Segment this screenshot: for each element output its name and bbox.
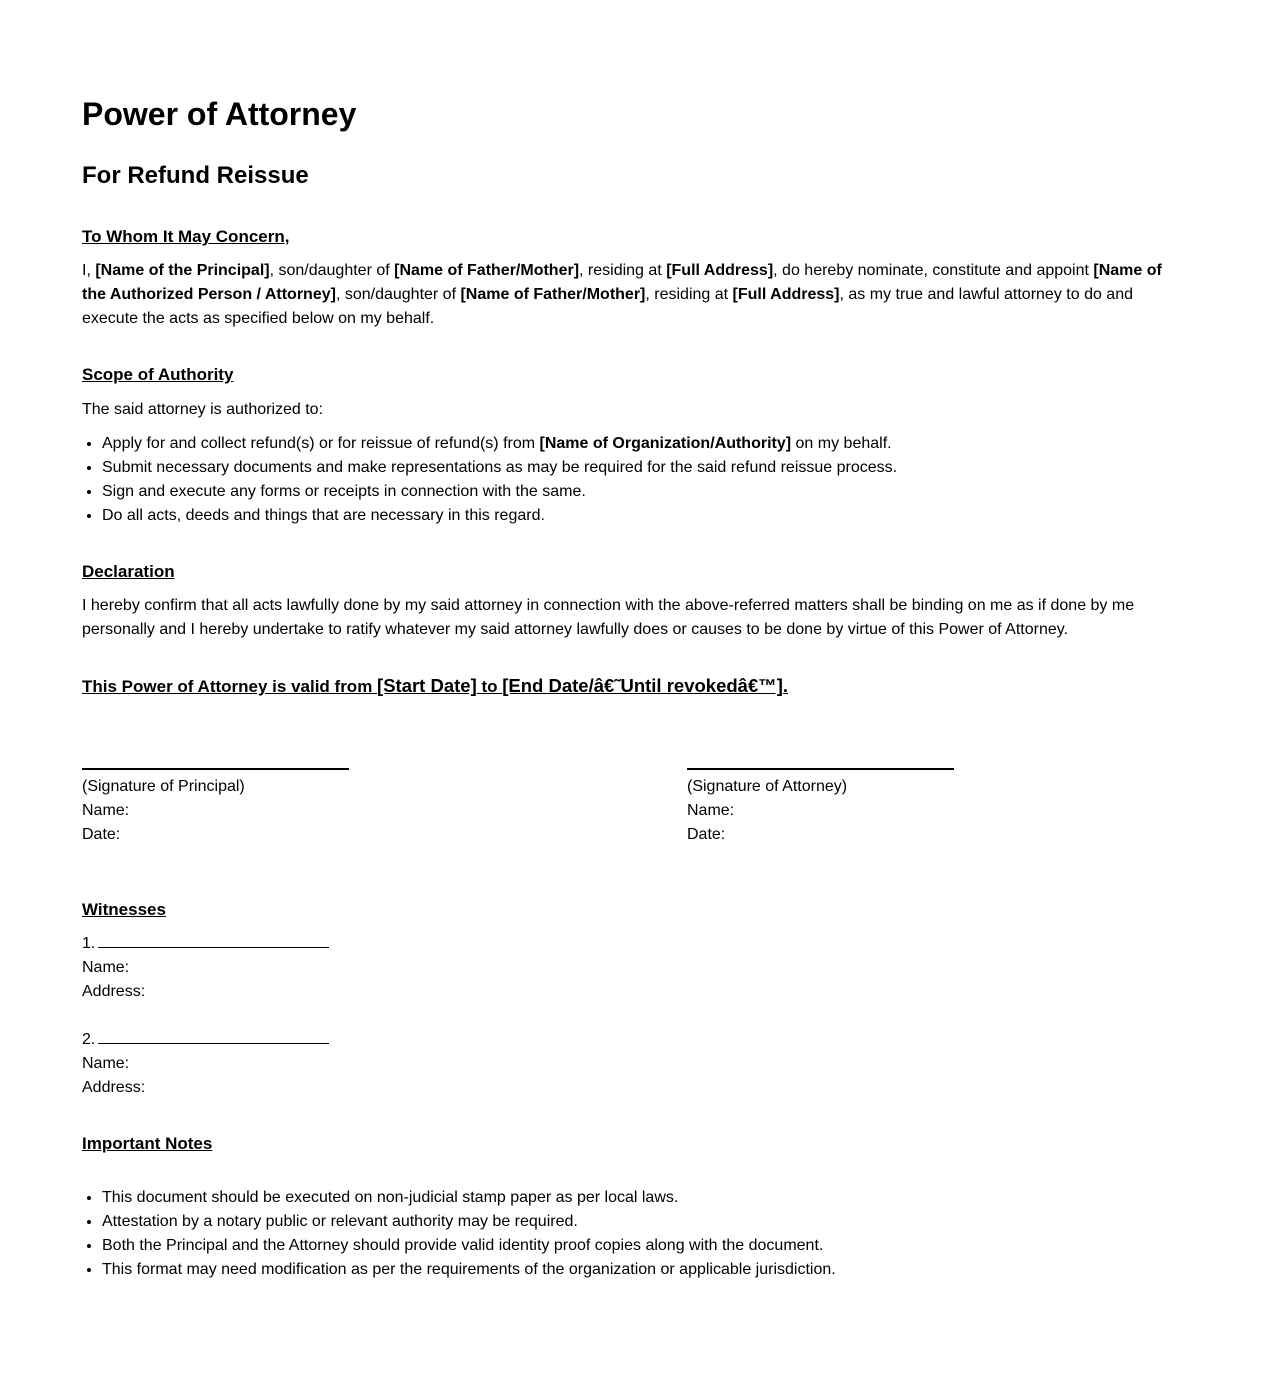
- witness-name-label: Name:: [82, 959, 130, 976]
- attorney-name-label: Name:: [687, 802, 735, 819]
- validity-text: This Power of Attorney is valid from: [82, 677, 378, 696]
- scope-heading: Scope of Authority: [82, 365, 234, 384]
- principal-signature-label: (Signature of Principal): [82, 778, 245, 795]
- witness-address-label: Address:: [82, 1079, 146, 1096]
- intro-text: , son/daughter of: [335, 286, 461, 303]
- list-item: • This format may need modification as per the requirements of the organization or applicable jurisdiction.: [102, 1258, 836, 1282]
- list-item: • Submit necessary documents and make representations as may be required for the said refund reissue process.: [102, 456, 897, 480]
- principal-name-placeholder: [Name of the Principal]: [95, 262, 270, 279]
- intro-text: , residing at: [645, 286, 733, 303]
- notes-heading: Important Notes: [82, 1134, 213, 1153]
- start-date-placeholder: [Start Date]: [377, 675, 477, 696]
- validity-text: .: [782, 675, 789, 696]
- attorney-address-placeholder: [Full Address]: [732, 286, 840, 303]
- scope-lead: The said attorney is authorized to:: [82, 401, 324, 418]
- attorney-parent-placeholder: [Name of Father/Mother]: [460, 286, 646, 303]
- list-item: • Both the Principal and the Attorney should provide valid identity proof copies along with the document.: [102, 1234, 836, 1258]
- witness-2: [82, 1028, 329, 1100]
- list-item: • Sign and execute any forms or receipts in connection with the same.: [102, 480, 897, 504]
- witness-signature-line: [98, 933, 329, 948]
- list-item: • Attestation by a notary public or relevant authority may be required.: [102, 1210, 836, 1234]
- salutation: To Whom It May Concern,: [82, 227, 290, 246]
- principal-name-label: Name:: [82, 802, 130, 819]
- list-item-text: Apply for and collect refund(s) or for reissue of refund(s) from: [102, 435, 540, 452]
- witness-number: 1.: [82, 935, 96, 952]
- scope-list: [82, 432, 897, 528]
- witness-number: 2.: [82, 1031, 96, 1048]
- document-title: Power of Attorney: [82, 96, 357, 132]
- witness-signature-line: [98, 1029, 329, 1044]
- list-item: • Do all acts, deeds and things that are necessary in this regard.: [102, 504, 897, 528]
- validity-statement: [82, 674, 788, 699]
- declaration-heading: Declaration: [82, 562, 175, 581]
- declaration-text: I hereby confirm that all acts lawfully done by my said attorney in connection with the above-referred matters shall be binding on me as if done by me personally and I hereby undertake to ratify whatever my said attorney lawfully does or causes to be done by virtue of this Power of Attorney.: [82, 597, 1135, 638]
- intro-text: , do hereby nominate, constitute and appoint: [773, 262, 1094, 279]
- signature-line: [687, 768, 954, 770]
- validity-text: to: [476, 677, 503, 696]
- intro-text: , residing at: [579, 262, 667, 279]
- attorney-date-label: Date:: [687, 826, 726, 843]
- attorney-signature-label: (Signature of Attorney): [687, 778, 848, 795]
- document-subtitle: For Refund Reissue: [82, 162, 309, 189]
- principal-date-label: Date:: [82, 826, 121, 843]
- attorney-name-placeholder: [Name of the Authorized Person / Attorney]: [82, 262, 1162, 303]
- notes-list: [82, 1186, 836, 1282]
- intro-text: , son/daughter of: [269, 262, 395, 279]
- principal-signature-block: [82, 768, 382, 847]
- list-item: • This document should be executed on non-judicial stamp paper as per local laws.: [102, 1186, 836, 1210]
- witness-1-signature-row: [82, 932, 329, 956]
- intro-text: I,: [82, 262, 96, 279]
- list-item: [102, 432, 897, 456]
- attorney-signature-block: [687, 768, 987, 847]
- witness-address-label: Address:: [82, 983, 146, 1000]
- intro-paragraph: [82, 259, 1170, 331]
- end-date-placeholder: [End Date/â€˜Until revokedâ€™]: [502, 675, 783, 696]
- witness-2-signature-row: [82, 1028, 329, 1052]
- witness-1: [82, 932, 329, 1004]
- intro-text: , as my true and lawful attorney to do and execute the acts as specified below on my behalf.: [82, 286, 1133, 327]
- list-item-text: on my behalf.: [791, 435, 892, 452]
- witness-name-label: Name:: [82, 1055, 130, 1072]
- organization-placeholder: [Name of Organization/Authority]: [539, 435, 792, 452]
- principal-parent-placeholder: [Name of Father/Mother]: [394, 262, 580, 279]
- principal-address-placeholder: [Full Address]: [666, 262, 774, 279]
- signature-line: [82, 768, 349, 770]
- witnesses-heading: Witnesses: [82, 900, 166, 919]
